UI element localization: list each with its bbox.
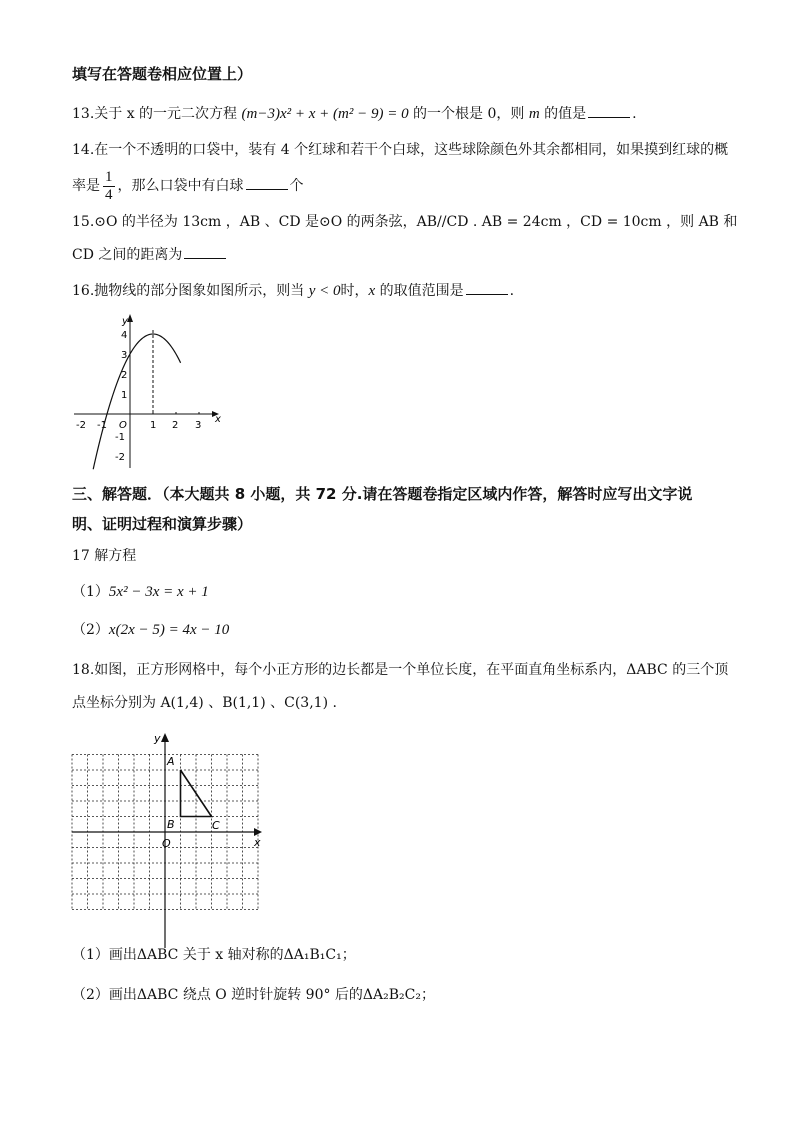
origin-label: O	[119, 420, 127, 431]
x-tick-3: 3	[195, 420, 202, 431]
question-18-part1: （1）画出ΔABC 关于 x 轴对称的ΔA₁B₁C₁；	[72, 947, 356, 963]
x-tick-neg2: -2	[76, 420, 86, 431]
parabola-graph	[70, 310, 230, 472]
section3-heading-line1: 三、解答题．（本大题共 8 小题，共 72 分.请在答题卷指定区域内作答，解答时应写出文字说	[72, 485, 693, 503]
q16-prefix: 16.抛物线的部分图象如图所示，则当	[72, 283, 305, 299]
y-tick-neg1: -1	[115, 432, 125, 443]
x-axis-label: x	[215, 414, 221, 425]
x-tick-2: 2	[172, 420, 179, 431]
question-18-part2: （2）画出ΔABC 绕点 O 逆时针旋转 90° 后的ΔA₂B₂C₂；	[72, 987, 435, 1003]
question-18-line2: 点坐标分别为 A(1,4) 、B(1,1) 、C(3,1) .	[72, 695, 337, 711]
section3-heading-line2: 明、证明过程和演算步骤）	[72, 515, 253, 533]
q14-suffix: 个	[289, 178, 304, 194]
question-15-line1: 15.⊙O 的半径为 13cm ，AB 、CD 是⊙O 的两条弦，AB//CD . AB = 24cm ，CD = 10cm ，则 AB 和	[72, 214, 738, 230]
q14-middle: ，那么口袋中有白球	[117, 178, 244, 194]
question-17-part2	[72, 620, 724, 640]
q14-answer-blank[interactable]	[246, 175, 288, 190]
q14-fraction-num: 1	[105, 168, 113, 185]
q15-prefix: CD 之间的距离为	[72, 247, 183, 263]
triangle-abc	[181, 770, 212, 817]
q16-var: x	[368, 283, 376, 299]
q13-end: .	[632, 106, 637, 122]
grid-y-axis-arrow	[161, 733, 169, 742]
question-17-part1	[72, 582, 724, 602]
q17-p2-label: （2）	[72, 622, 109, 638]
question-14-line1: 14.在一个不透明的口袋中，装有 4 个红球和若干个白球，这些球除颜色外其余都相同，如果摸到红球的概	[72, 142, 729, 158]
x-tick-neg1: -1	[97, 420, 107, 431]
q13-suffix: 的值是	[539, 106, 587, 122]
y-tick-1: 1	[121, 390, 128, 401]
q17-p1-equation: 5x² − 3x = x + 1	[108, 584, 209, 600]
y-tick-4: 4	[121, 330, 128, 341]
q16-condition: y < 0	[308, 283, 341, 299]
q17-p1-label: （1）	[72, 584, 109, 600]
y-tick-2: 2	[121, 370, 128, 381]
q16-middle: 时，	[340, 283, 369, 299]
y-tick-neg2: -2	[115, 452, 125, 463]
question-16	[72, 280, 724, 301]
q14-prefix: 率是	[72, 178, 100, 194]
question-17-title: 17 解方程	[72, 548, 137, 564]
q16-answer-blank[interactable]	[466, 280, 508, 295]
question-13	[72, 103, 724, 124]
grid-origin-label: O	[162, 837, 171, 850]
question-15-line2	[72, 244, 724, 265]
point-b-label: B	[167, 818, 175, 831]
x-tick-1: 1	[150, 420, 157, 431]
q16-suffix: 的取值范围是	[375, 283, 464, 299]
q14-fraction	[103, 169, 115, 204]
grid-x-label: x	[254, 836, 261, 849]
q15-answer-blank[interactable]	[184, 244, 226, 259]
q13-equation: (m−3)x² + x + (m² − 9) = 0	[241, 106, 409, 122]
q16-end: .	[509, 283, 515, 299]
q17-p2-equation: x(2x − 5) = 4x − 10	[108, 622, 230, 638]
q14-fraction-den: 4	[105, 186, 113, 203]
parabola-curve	[93, 334, 180, 469]
question-14-line2	[72, 166, 724, 206]
coordinate-grid-figure	[70, 730, 270, 952]
section-header-tail: 填写在答题卷相应位置上）	[72, 65, 253, 83]
q13-prefix: 13.关于 x 的一元二次方程	[72, 106, 238, 122]
point-a-label: A	[167, 755, 175, 768]
y-axis-label: y	[122, 316, 128, 327]
y-tick-3: 3	[121, 350, 128, 361]
question-18-line1: 18.如图，正方形网格中，每个小正方形的边长都是一个单位长度，在平面直角坐标系内，ΔABC 的三个顶	[72, 662, 729, 678]
q13-var: m	[528, 106, 540, 122]
point-c-label: C	[212, 819, 220, 832]
q13-middle: 的一个根是 0，则	[413, 106, 525, 122]
grid-y-label: y	[154, 732, 161, 745]
q13-answer-blank[interactable]	[588, 103, 630, 118]
